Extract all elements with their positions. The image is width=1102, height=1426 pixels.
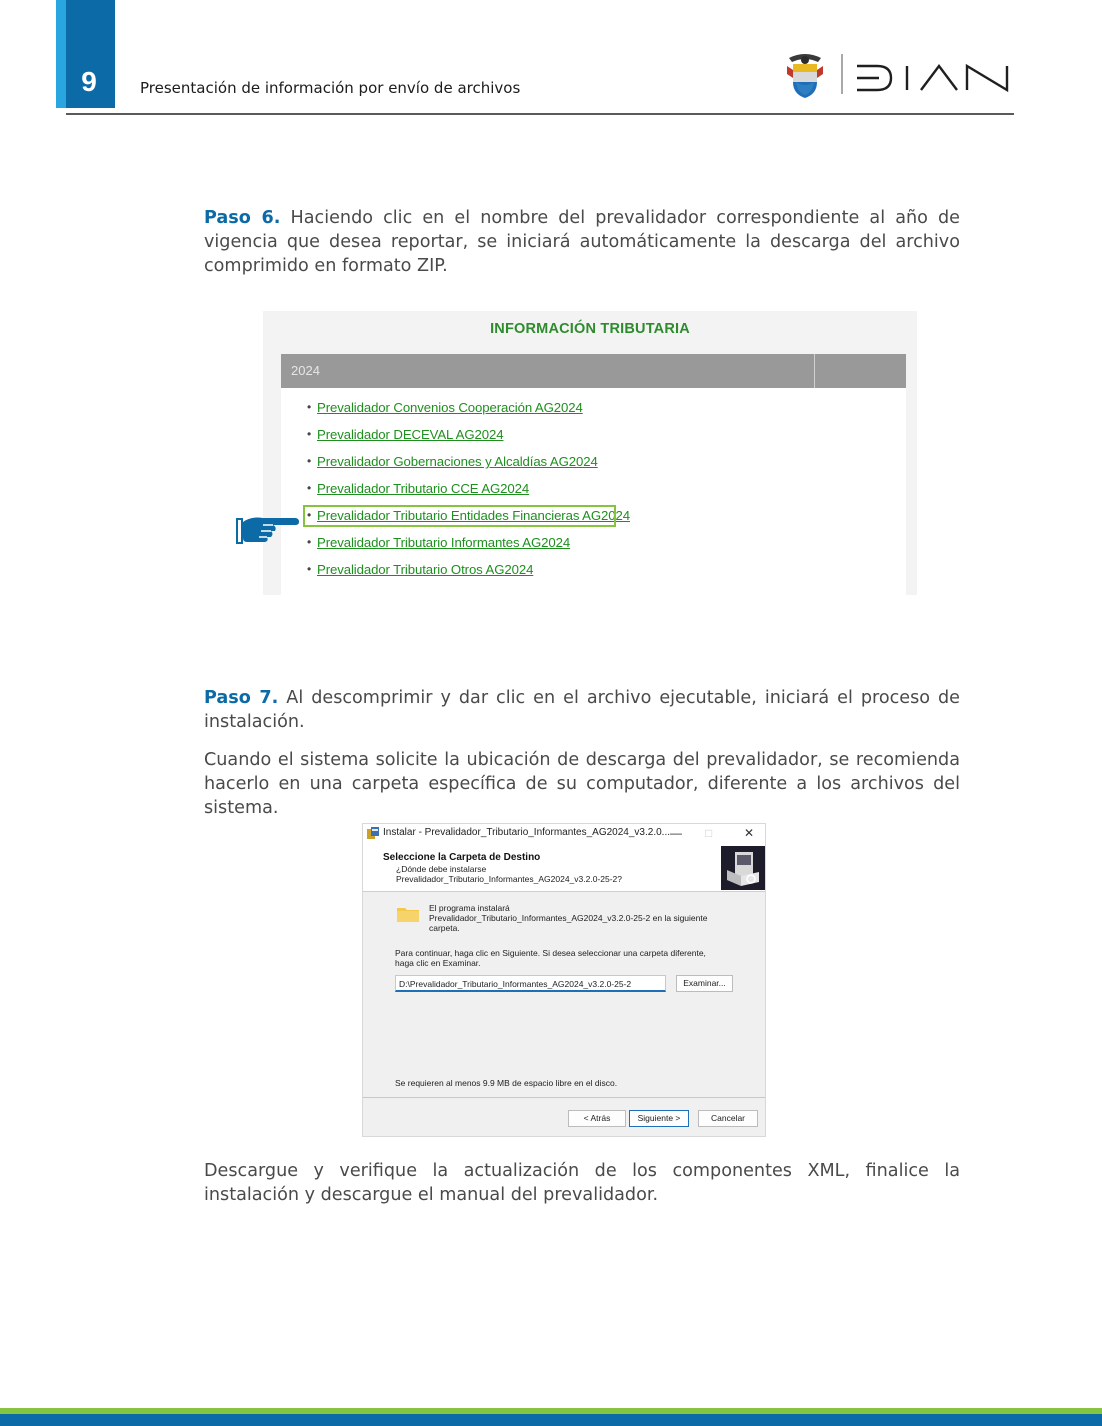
year-label: 2024 (291, 363, 320, 378)
step7-label: Paso 7. (204, 688, 279, 708)
question-line: ¿Dónde debe instalarse (396, 864, 487, 874)
next-button[interactable]: Siguiente > (629, 1110, 689, 1127)
instruction-line: haga clic en Examinar. (395, 958, 481, 968)
message-line: carpeta. (429, 923, 460, 933)
footer-separator (363, 1097, 765, 1098)
installer-window (362, 823, 766, 1137)
step6-text: Haciendo clic en el nombre del prevalidador correspondiente al año de vigencia que desea reportar, se iniciará automáticamente la descarga del archivo comprimido en formato ZIP. (204, 208, 960, 276)
message-line: Prevalidador_Tributario_Informantes_AG2024_v3.2.0-25-2 en la siguiente (429, 913, 708, 923)
prevalidator-list-screenshot (263, 311, 917, 595)
logo-divider (841, 54, 843, 94)
prevalidator-link[interactable]: Prevalidador Tributario CCE AG2024 (317, 481, 530, 496)
step6-label: Paso 6. (204, 208, 281, 228)
back-button[interactable]: < Atrás (568, 1110, 626, 1127)
step6-paragraph (204, 206, 960, 278)
prevalidator-link[interactable]: Prevalidador Tributario Informantes AG2024 (317, 535, 571, 550)
pointing-hand-icon (233, 512, 299, 546)
close-button[interactable]: ✕ (744, 826, 755, 840)
year-header-bar (281, 354, 906, 388)
cancel-button[interactable]: Cancelar (698, 1110, 758, 1127)
list-item (307, 400, 630, 427)
dian-logo (785, 50, 1017, 102)
question-line: Prevalidador_Tributario_Informantes_AG2024_v3.2.0-25-2? (396, 874, 623, 884)
computer-setup-icon (721, 846, 765, 890)
window-titlebar (363, 824, 765, 844)
dian-wordmark (855, 62, 1015, 94)
coat-of-arms-icon (785, 52, 825, 100)
list-item (307, 562, 630, 589)
step7-paragraph (204, 686, 960, 734)
page-number: 9 (81, 66, 97, 97)
location-paragraph: Cuando el sistema solicite la ubicación de descarga del prevalidador, se recomienda hacerlo en una carpeta específica de su computador, diferente a los archivos del sistema. (204, 750, 960, 818)
install-message (429, 903, 749, 933)
header-rule (66, 113, 1014, 115)
installer-app-icon (366, 826, 380, 840)
header-title: Presentación de información por envío de archivos (140, 79, 521, 97)
folder-icon (397, 906, 419, 922)
prevalidator-link[interactable]: Prevalidador Gobernaciones y Alcaldías AG2024 (317, 454, 598, 469)
figure-title: INFORMACIÓN TRIBUTARIA (490, 321, 690, 337)
prevalidator-link[interactable]: Prevalidador DECEVAL AG2024 (317, 427, 504, 442)
prevalidator-link-list (307, 400, 630, 589)
destination-path-input[interactable]: D:\Prevalidador_Tributario_Informantes_AG2024_v3.2.0-25-2 (395, 975, 666, 992)
prevalidator-link[interactable]: Prevalidador Convenios Cooperación AG2024 (317, 400, 583, 415)
list-item (307, 454, 630, 481)
wizard-header (363, 844, 765, 892)
step7-text: Al descomprimir y dar clic en el archivo ejecutable, iniciará el proceso de instalación. (204, 688, 961, 732)
continue-instructions (395, 948, 745, 968)
wizard-question (396, 864, 622, 884)
browse-button[interactable]: Examinar... (676, 975, 733, 992)
list-item (307, 427, 630, 454)
prevalidator-link-highlighted[interactable]: Prevalidador Tributario Entidades Financieras AG2024 (317, 508, 630, 523)
disk-space-note: Se requieren al menos 9.9 MB de espacio libre en el disco. (395, 1078, 618, 1088)
window-title: Instalar - Prevalidador_Tributario_Informantes_AG2024_v3.2.0... (383, 827, 671, 838)
minimize-button[interactable]: — (670, 826, 682, 840)
prevalidator-link[interactable]: Prevalidador Tributario Otros AG2024 (317, 562, 534, 577)
message-line: El programa instalará (429, 903, 510, 913)
footer-blue-band (0, 1414, 1102, 1426)
maximize-button[interactable]: □ (705, 826, 713, 840)
list-item (307, 535, 630, 562)
instruction-line: Para continuar, haga clic en Siguiente. Si desea seleccionar una carpeta diferente, (395, 948, 706, 958)
final-paragraph: Descargue y verifique la actualización de los componentes XML, finalice la instalación y descargue el manual del prevalidador. (204, 1161, 960, 1205)
list-item (307, 481, 630, 508)
wizard-heading: Seleccione la Carpeta de Destino (383, 852, 541, 863)
highlight-box (303, 505, 616, 527)
